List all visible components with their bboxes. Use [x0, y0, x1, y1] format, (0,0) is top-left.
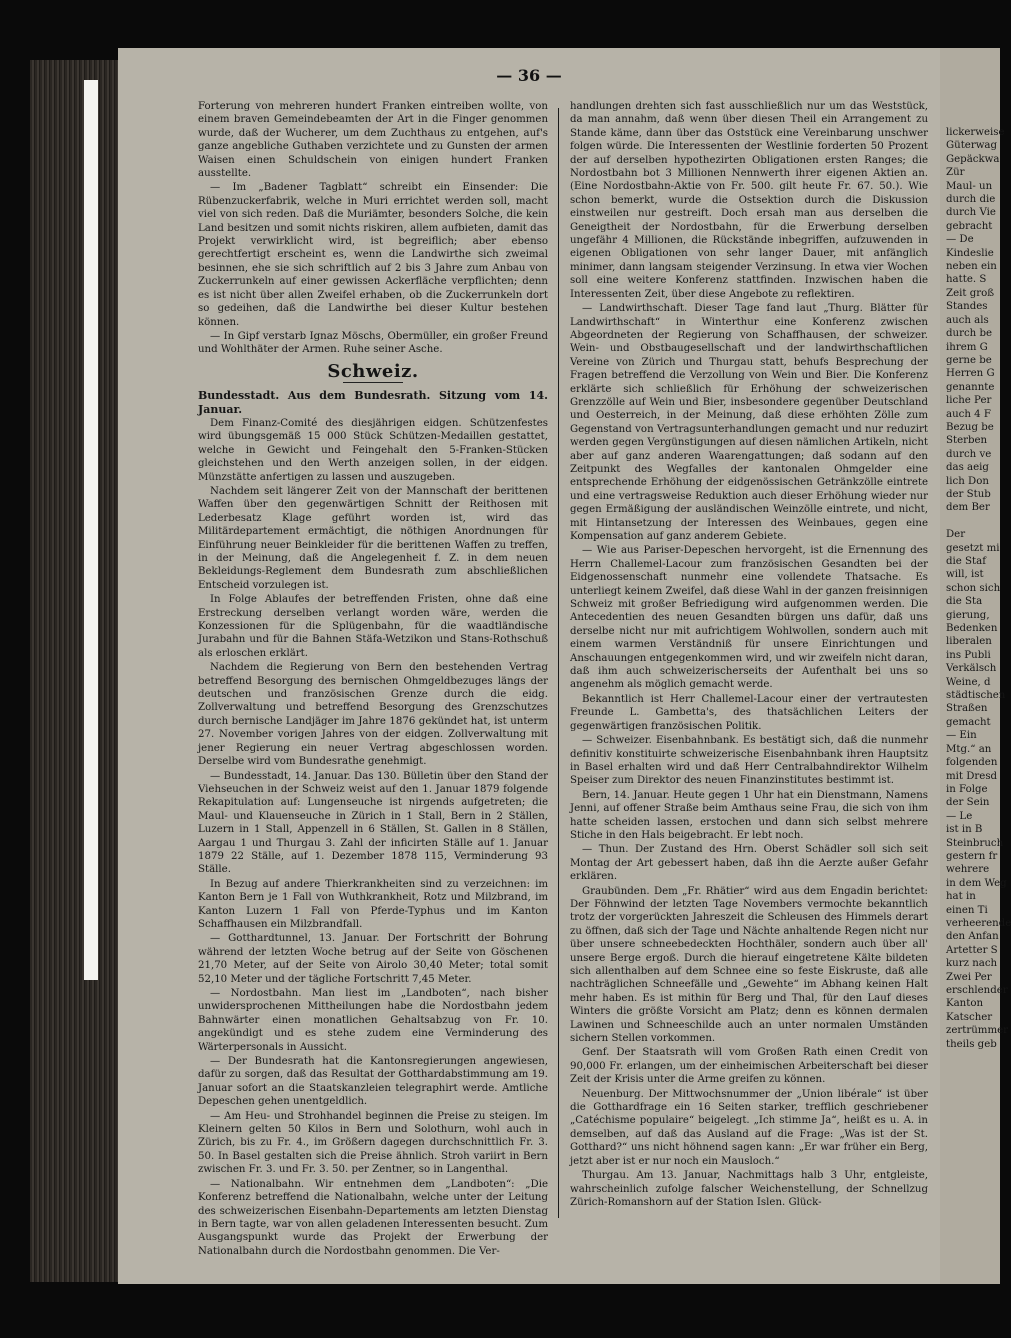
- next-page-line: neben ein: [946, 261, 997, 273]
- next-page-line: verheerende: [946, 917, 1011, 929]
- next-page-line: auch als: [946, 314, 989, 326]
- next-page-line: durch die: [946, 194, 996, 206]
- next-page-line: Zwei Per: [946, 971, 992, 983]
- article-paragraph: Dem Finanz-Comité des diesjährigen eidgen. Schützenfestes wird übungsgemäß 15 000 Stück Schützen-Medaillen gestattet, welche in Gewicht und Feingehalt den 5-Franken-Stücken gleichstehen und den Werth anzeigen sollen, in der eidgen. Münzstätte anfertigen zu lassen und auszugeben.: [198, 417, 548, 483]
- next-page-line: — Le: [946, 810, 973, 822]
- next-page-line: Mtg.“ an: [946, 743, 992, 755]
- paper-strip: [84, 80, 98, 980]
- next-page-line: der Sein: [946, 797, 990, 809]
- next-page-line: erschlender: [946, 985, 1008, 996]
- article-paragraph: In Folge Ablaufes der betreffenden Fristen, ohne daß eine Erstreckung derselben verlangt worden wäre, werden die Konzessionen für die Splügenbahn, für die waadtländische Jurabahn und für die Bahnen Stäfa-Wetzikon und Stans-Rothschuß als erloschen erklärt.: [198, 594, 548, 659]
- next-page-line: lickerweise: [946, 127, 1005, 138]
- next-page-line: durch ve: [946, 448, 992, 460]
- next-page-line: das aeig: [946, 462, 989, 474]
- next-page-line: hat in: [946, 891, 976, 903]
- article-paragraph: — Schweizer. Eisenbahnbank. Es bestätigt sich, daß die nunmehr definitiv konstituirte schweizerische Eisenbahnbank ihren Hauptsitz in Basel erhalten wird und daß Herr Centralbahndirektor Wilhelm Speiser zum Direktor des neuen Finanzinstitutes bestimmt ist.: [570, 735, 928, 787]
- next-page-line: schon sich: [946, 582, 1001, 594]
- article-paragraph: — Bundesstadt, 14. Januar. Das 130. Bülletin über den Stand der Viehseuchen in der Schweiz weist auf den 1. Januar 1879 folgende Rekapitulation auf: Lungenseuche ist nirgends aufgetreten; die Maul- und Klauenseuche in Zürich in 1 Stall, Bern in 2 Ställen, Luzern in 1 Stall, Appenzell in 6 Ställen, St. Gallen in 8 Ställen, Aargau 1 und Thurgau 3. Zahl der inficirten Ställe auf 1. Januar 1879 22 Ställe, auf 1. Dezember 1878 115, Verminderung 93 Ställe.: [198, 770, 548, 876]
- next-page-line: hatte. S: [946, 274, 987, 286]
- next-page-line: lich Don: [946, 475, 989, 487]
- next-page-line: liberalen: [946, 636, 992, 648]
- next-page-line: — De: [946, 234, 974, 246]
- next-page-line: gesetzt mi: [946, 542, 1000, 554]
- article-paragraph: handlungen drehten sich fast ausschließlich nur um das Weststück, da man annahm, daß wenn über diesen Theil ein Arrangement zu Stande käme, dann über das Oststück eine Vereinbarung unschwer folgen würde. Die Interessenten der Westlinie forderten 50 Prozent der auf derselben hypothezirten Obligationen ersten Ranges; die Nordostbahn bot 3 Millionen Nennwerth ihrer eigenen Aktien an. (Eine Nordostbahn-Aktie von Fr. 500. gilt heute Fr. 67. 50.). Wie schon bemerkt, wurde die Ostsektion durch die Diskussion einstweilen nur gestreift. Doch ersah man aus derselben die Geneigtheit der Nordostbahn, für die Erwerbung derselben ungefähr 4 Millionen, die Rückstände inbegriffen, aufzuwenden in eigenen Obligationen von sehr langer Dauer, mit anfänglich minimer, dann langsam steigender Verzinsung. In etwa vier Wochen soll eine weitere Konferenz stattfinden. Inzwischen haben die Interessenten Zeit, über diese Angebote zu reflektiren.: [570, 101, 928, 300]
- next-page-line: Artetter S: [946, 944, 998, 956]
- next-page-line: Kanton: [946, 998, 984, 1010]
- section-title: Schweiz.: [327, 360, 419, 382]
- article-heading: Bundesstadt. Aus dem Bundesrath. Sitzung vom 14. Januar.: [198, 389, 548, 416]
- article-paragraph: Neuenburg. Der Mittwochsnummer der „Union libérale“ ist über die Gotthardfrage ein 16 Seiten starker, trefflich geschriebener „Catéchisme populaire“ beigelegt. „Ich stimme Ja“, heißt es u. A. in demselben, auf daß das Ausland auf die Frage: „Was ist der St. Gotthard?“ uns nicht höhnend sagen kann: „Er war früher ein Berg, jetzt aber ist er nur noch ein Mausloch.“: [570, 1088, 928, 1167]
- article-paragraph: Genf. Der Staatsrath will vom Großen Rath einen Credit von 90,000 Fr. erlangen, um der einheimischen Arbeiterschaft bei dieser Zeit der Krisis unter die Arme greifen zu können.: [570, 1047, 928, 1086]
- next-page-line: kurz nach: [946, 958, 998, 970]
- next-page-line: Bedenken: [946, 623, 998, 635]
- article-paragraph: Thurgau. Am 13. Januar, Nachmittags halb 3 Uhr, entgleiste, wahrscheinlich zufolge falscher Weichenstellung, der Schnellzug Zürich-Romanshorn auf der Station Islen. Glück-: [570, 1170, 928, 1208]
- next-page-line: Sterben: [946, 435, 988, 447]
- column-divider: [558, 108, 559, 1218]
- next-page-line: Standes: [946, 301, 988, 313]
- next-page-line: theils geb: [946, 1038, 997, 1050]
- article-paragraph: Bern, 14. Januar. Heute gegen 1 Uhr hat ein Dienstmann, Namens Jenni, auf offener Straße beim Amthaus seine Frau, die sich von ihm hatte scheiden lassen, erstochen und dann sich selbst mehrere Stiche in den Hals beigebracht. Er lebt noch.: [570, 789, 928, 841]
- right-column: [570, 100, 928, 1232]
- next-page-line: Der: [946, 529, 966, 541]
- next-page-line: Bezug be: [946, 421, 994, 433]
- article-paragraph: — Nordostbahn. Man liest im „Landboten“, nach bisher unwidersprochenen Mittheilungen habe die Nordostbahn jedem Bahnwärter einen monatlichen Gehaltsabzug von Fr. 10. angekündigt und es stehe zudem eine Verminderung des Wärterpersonals in Aussicht.: [198, 988, 548, 1053]
- article-paragraph: Forterung von mehreren hundert Franken eintreiben wollte, von einem braven Gemeindebeamten der Art in die Finger genommen wurde, daß der Wucherer, um dem Zuchthaus zu entgehen, auf's ganze angebliche Guthaben verzichtete und zu Gunsten der armen Waisen einen Schuldschein von einigen hundert Franken ausstellte.: [198, 101, 548, 180]
- article-paragraph: — Wie aus Pariser-Depeschen hervorgeht, ist die Ernennung des Herrn Challemel-Lacour zum französischen Gesandten bei der Eidgenossenschaft nunmehr eine vollendete Thatsache. Es unterliegt keinem Zweifel, daß diese Wahl in der ganzen freisinnigen Schweiz mit großer Befriedigung wird aufgenommen werden. Die Antecedentien des neuen Gesandten bürgen uns dafür, daß uns derselbe nicht nur mit aufrichtigem Wohlwollen, sondern auch mit einem warmen Verständniß für unsere Einrichtungen und Anschauungen entgegenkommen wird, und wir zweifeln nicht daran, daß ihm auch schweizerischerseits der Aufenthalt bei uns so angenehm als möglich gemacht werde.: [570, 545, 928, 691]
- next-page-line: gierung,: [946, 609, 990, 621]
- next-page-line: die Staf: [946, 556, 986, 567]
- next-page-line: der Stub: [946, 488, 991, 500]
- next-page-line: gemacht: [946, 716, 991, 728]
- next-page-line: in dem Weg: [946, 877, 1007, 889]
- next-page-line: folgenden: [946, 757, 998, 769]
- next-page-line: Steinbruch: [946, 837, 1004, 849]
- newspaper-page: [118, 48, 940, 1284]
- article-paragraph: — Thun. Der Zustand des Hrn. Oberst Schädler soll sich seit Montag der Art gebessert haben, daß ihn die Aerzte außer Gefahr erklären.: [570, 844, 928, 883]
- next-page-line: liche Per: [946, 395, 992, 407]
- left-column: [198, 100, 548, 1257]
- next-page-line: durch be: [946, 328, 993, 340]
- next-page-line: gebracht: [946, 220, 993, 232]
- article-paragraph: Nachdem die Regierung von Bern den bestehenden Vertrag betreffend Besorgung des bernischen Ohmgeldbezuges längs der deutschen und französischen Grenze durch die eidg. Zollverwaltung und betreffend Besorgung des Grenzschutzes durch bernische Landjäger im Jahre 1876 gekündet hat, ist unterm 27. November vorigen Jahres von der eidgen. Zollverwaltung mit jener Regierung ein neuer Vertrag abgeschlossen worden. Derselbe wird vom Bundesrathe genehmigt.: [198, 662, 548, 768]
- next-page-line: mit Dresd: [946, 770, 998, 782]
- next-page-line: Straßen: [946, 703, 988, 715]
- next-page-line: Zeit groß: [946, 287, 995, 299]
- article-paragraph: Graubünden. Dem „Fr. Rhätier“ wird aus dem Engadin berichtet: Der Föhnwind der letzten Tage Novembers vermochte bekanntlich trotz der vorgerückten Jahreszeit die Schleusen des Himmels derart zu öffnen, daß sich der Tage und Nächte anhaltende Regen nicht nur über unsere schneebedeckten Hochthäler, sondern auch über all' unsere Berge ergoß. Durch die hierauf eingetretene Kälte bildeten sich allenthalben auf dem Schnee eine so feste Eiskruste, daß alle nachträglichen Schneefälle und „Gewehte“ im Abhang keinen Halt mehr haben. Es ist mithin für Berg und Thal, für den Lauf dieses Winters die größte Vorsicht am Platz; denn es können dermalen Lawinen und Schneeschilde auch an unter normalen Umständen sichern Stellen vorkommen.: [570, 885, 928, 1045]
- article-paragraph: — In Gipf verstarb Ignaz Möschs, Obermüller, ein großer Freund und Wohlthäter der Armen. Ruhe seiner Asche.: [198, 330, 548, 356]
- article-paragraph: — Nationalbahn. Wir entnehmen dem „Landboten“: „Die Konferenz betreffend die Nationalbahn, welche unter der Leitung des schweizerischen Eisenbahn-Departements am letzten Dienstag in Bern tagte, war von allen geladenen Interessenten besucht. Zum Ausgangspunkt wurde das Projekt der Erwerbung der Nationalbahn durch die Nordostbahn genommen. Die Ver-: [198, 1178, 548, 1257]
- next-page-line: einen Ti: [946, 904, 988, 916]
- next-page-line: Zür: [946, 167, 965, 179]
- next-page-line: dem Ber: [946, 502, 990, 514]
- article-paragraph: — Gotthardtunnel, 13. Januar. Der Fortschritt der Bohrung während der letzten Woche betrug auf der Seite von Göschenen 21,70 Meter, auf der Seite von Airolo 30,40 Meter; total somit 52,10 Meter und der tägliche Fortschritt 7,45 Meter.: [198, 933, 548, 985]
- article-paragraph: — Der Bundesrath hat die Kantonsregierungen angewiesen, dafür zu sorgen, daß das Resultat der Gotthardabstimmung am 19. Januar sofort an die Staatskanzleien telegraphirt werde. Amtliche Depeschen gehen unentgeldlich.: [198, 1056, 548, 1108]
- next-page-line: will, ist: [946, 569, 984, 581]
- next-page-line: zertrümmer: [946, 1025, 1009, 1037]
- article-paragraph: Nachdem seit längerer Zeit von der Mannschaft der berittenen Waffen über den gegenwärtigen Schnitt der Reithosen mit Lederbesatz Klage geführt worden ist, wird das Militärdepartement ermächtigt, die nöthigen Anordnungen für Einführung neuer Beinkleider für die berittenen Waffen zu treffen, in der Meinung, daß die Angelegenheit f. Z. in dem neuen Bekleidungs-Reglement dem Bundesrath zum abschließlichen Entscheid vorzulegen ist.: [198, 485, 548, 591]
- next-page-line: in Folge: [946, 783, 988, 795]
- next-page-line: den Anfan: [946, 931, 999, 943]
- next-page-line: — Ein: [946, 730, 977, 742]
- next-page-line: durch Vie: [946, 207, 996, 219]
- article-paragraph: In Bezug auf andere Thierkrankheiten sind zu verzeichnen: im Kanton Bern je 1 Fall von Wuthkrankheit, Rotz und Milzbrand, im Kanton Luzern 1 Fall von Pferde-Typhus und im Kanton Schaffhausen ein Milzbrandfall.: [198, 878, 548, 930]
- next-page-line: Gepäckwa: [946, 153, 1000, 165]
- next-page-line: ist in B: [946, 824, 983, 836]
- next-page-line: gestern fr: [946, 850, 998, 862]
- next-page-line: Verkälsch: [946, 663, 997, 675]
- next-page-line: ihrem G: [946, 341, 988, 353]
- next-page-line: genannte: [946, 381, 995, 393]
- next-page-line: Kindeslie: [946, 247, 994, 259]
- next-page-line: [940, 515, 1000, 528]
- article-paragraph: — Im „Badener Tagblatt“ schreibt ein Einsender: Die Rübenzuckerfabrik, welche in Muri errichtet werden soll, macht viel von sich reden. Daß die Muriämter, besonders Solche, die kein Land besitzen und somit nichts riskiren, allem aufbieten, damit das Projekt verwirklicht wird, ist begreiflich; aber ebenso gerechtfertigt erscheint es, wenn die Landwirthe sich zweimal besinnen, ehe sie sich schriftlich auf 2 bis 3 Jahre zum Anbau von Zuckerrunkeln auf einer gewissen Ackerfläche verpflichten; denn es ist nicht über allen Zweifel erhaben, ob die Zuckerrunkeln dort so gedeihen, daß die Landwirthe bei dieser Kultur bestehen können.: [198, 182, 548, 328]
- next-page-fragment: [940, 48, 1011, 1284]
- page-number: — 36 —: [496, 66, 562, 85]
- next-page-line: Maul- un: [946, 180, 993, 192]
- article-paragraph: — Landwirthschaft. Dieser Tage fand laut „Thurg. Blätter für Landwirthschaft“ in Winterthur eine Konferenz zwischen Abgeordneten der Regierung von Schaffhausen, der schweizer. Wein- und Obstbaugesellschaft und der landwirthschaftlichen Vereine von Zürich und Thurgau statt, behufs Besprechung der Fragen betreffend die Verzollung von Wein und Bier. Die Konferenz erklärte sich schließlich für Erhöhung der schweizerischen Grenzzölle auf Wein und Bier, insbesondere gegenüber Deutschland und Oesterreich, in der Meinung, daß diese erhöhten Zölle zum Gegenstand von Vertragsunterhandlungen gemacht und nur reduzirt werden gegen Vergünstigungen auf diesen nämlichen Artikeln, nicht aber auf ganz anderen Waarengattungen; daß sodann auf den Zeitpunkt des Wegfalles der kantonalen Ohmgelder eine entsprechende Erhöhung der eidgenössischen Getränkzölle eintrete und eine vertragsweise Reduktion auch dieser Erhöhung wieder nur gegen Ermäßigung der ausländischen Weinzölle eintrete, und nicht, mit Hintansetzung der Interessen des Weinbaues, gegen eine Kompensation auf ganz anderem Gebiete.: [570, 303, 928, 542]
- next-page-line: gerne be: [946, 354, 992, 366]
- next-page-line: Güterwag: [946, 140, 998, 152]
- article-paragraph: — Am Heu- und Strohhandel beginnen die Preise zu steigen. Im Kleinern gelten 50 Kilos in Bern und Solothurn, wohl auch in Zürich, bis zu Fr. 4., im Größern dagegen durchschnittlich Fr. 3. 50. In Basel gestalten sich die Preise ähnlich. Stroh variirt in Bern zwischen Fr. 3. und Fr. 3. 50. per Zentner, so in Langenthal.: [198, 1110, 548, 1176]
- next-page-line: Katscher: [946, 1011, 993, 1023]
- next-page-line: die Sta: [946, 596, 983, 608]
- next-page-line: städtischen: [946, 690, 1006, 702]
- next-page-line: wehrere: [946, 864, 990, 876]
- book-edge: [30, 60, 125, 1282]
- next-page-line: ins Publi: [946, 649, 991, 661]
- article-paragraph: Bekanntlich ist Herr Challemel-Lacour einer der vertrautesten Freunde L. Gambetta's, des thatsächlichen Leiters der gegenwärtigen französischen Politik.: [570, 693, 928, 732]
- next-page-line: Herren G: [946, 368, 995, 380]
- section-rule: [343, 382, 403, 383]
- next-page-line: auch 4 F: [946, 408, 991, 420]
- next-page-line: Weine, d: [946, 676, 991, 688]
